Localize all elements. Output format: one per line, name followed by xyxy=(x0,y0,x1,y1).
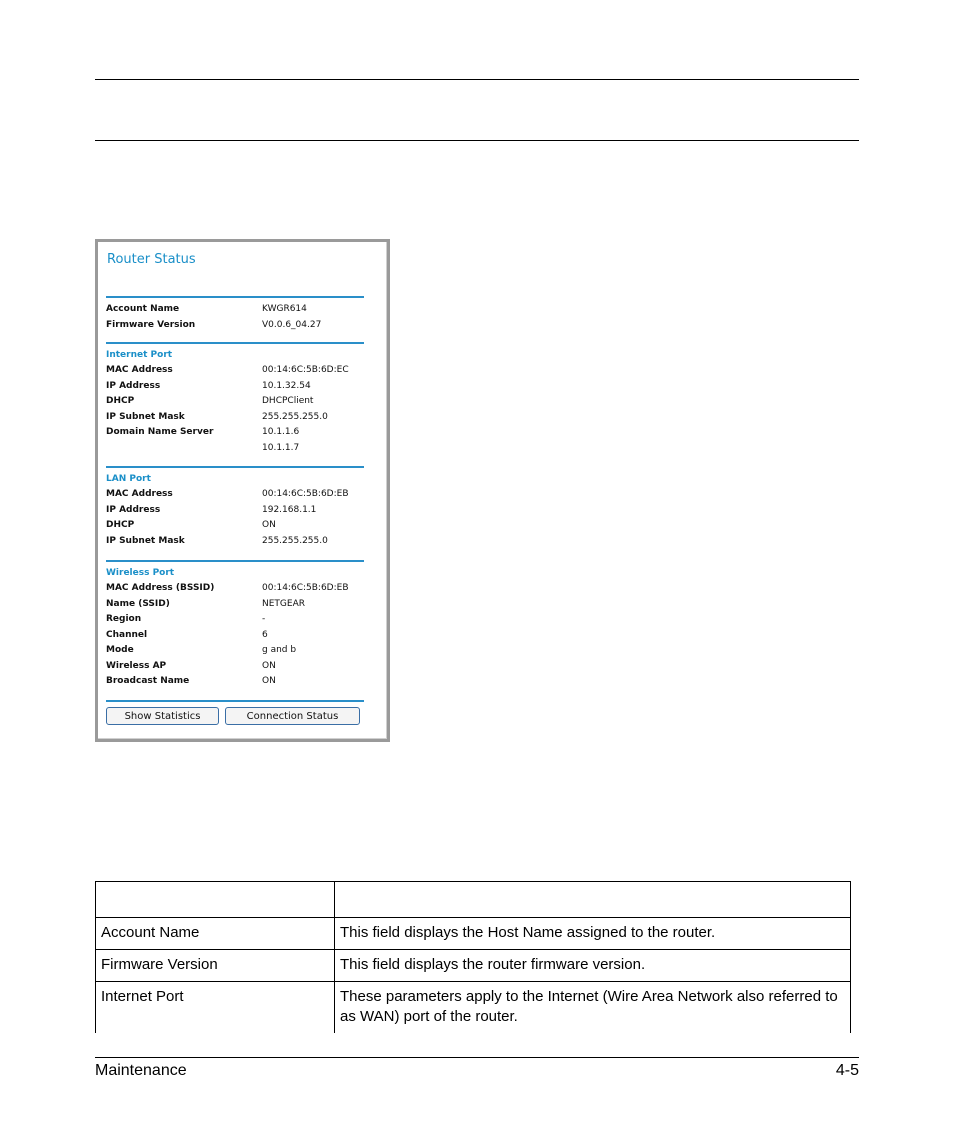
row-value: ON xyxy=(262,660,276,671)
row-label: IP Subnet Mask xyxy=(106,535,185,546)
row-label xyxy=(106,441,262,457)
row-label: Account Name xyxy=(106,304,180,314)
row-label: MAC Address (BSSID) xyxy=(106,583,215,593)
row-label: MAC Address xyxy=(106,489,173,499)
row-label: Broadcast Name xyxy=(106,676,190,686)
row-label: DHCP xyxy=(106,396,135,406)
internet-port-section xyxy=(106,342,364,456)
info-row xyxy=(106,628,364,644)
section-divider xyxy=(106,466,364,468)
section-divider xyxy=(106,342,364,344)
row-value: - xyxy=(262,614,266,624)
info-row xyxy=(106,659,364,675)
row-value: 10.1.32.54 xyxy=(262,380,311,391)
info-row xyxy=(106,410,364,426)
row-label: Firmware Version xyxy=(106,319,196,330)
info-row xyxy=(106,674,364,690)
row-label: Name (SSID) xyxy=(106,598,170,609)
row-value: 10.1.1.6 xyxy=(262,427,300,437)
info-row xyxy=(106,394,364,410)
description-cell: These parameters apply to the Internet (Wire Area Network also referred to as WAN) port of the router. xyxy=(335,982,851,1034)
row-value: 255.255.255.0 xyxy=(262,411,328,422)
row-value: 6 xyxy=(262,629,268,640)
button-row xyxy=(106,707,364,725)
header-rule-bottom xyxy=(95,140,859,141)
row-value: V0.0.6_04.27 xyxy=(262,319,322,330)
info-row xyxy=(106,518,364,534)
field-cell: Internet Port xyxy=(96,982,335,1034)
row-value: DHCPClient xyxy=(262,396,314,406)
lan-port-heading: LAN Port xyxy=(106,474,151,484)
info-row xyxy=(106,318,364,334)
table-row xyxy=(96,918,851,950)
row-label: Region xyxy=(106,614,142,624)
row-label: Wireless AP xyxy=(106,660,167,671)
wireless-port-heading: Wireless Port xyxy=(106,568,175,578)
row-value: ON xyxy=(262,676,276,686)
row-label: IP Address xyxy=(106,380,161,391)
wireless-port-section xyxy=(106,560,364,690)
row-value: 00:14:6C:5B:6D:EB xyxy=(262,489,349,499)
table-row xyxy=(96,982,851,1034)
show-statistics-button[interactable]: Show Statistics xyxy=(106,707,219,725)
row-label: Domain Name Server xyxy=(106,427,214,437)
footer-rule xyxy=(95,1057,859,1058)
table-header-row xyxy=(96,882,851,918)
field-cell: Firmware Version xyxy=(96,950,335,982)
header-rule-top xyxy=(95,79,859,80)
row-value: 00:14:6C:5B:6D:EB xyxy=(262,583,349,593)
description-cell: This field displays the router firmware version. xyxy=(335,950,851,982)
row-value: 255.255.255.0 xyxy=(262,535,328,546)
info-row xyxy=(106,379,364,395)
row-label: Channel xyxy=(106,629,148,640)
row-value: NETGEAR xyxy=(262,598,305,609)
row-label: MAC Address xyxy=(106,365,173,375)
field-cell: Account Name xyxy=(96,918,335,950)
lan-port-section xyxy=(106,466,364,549)
info-row xyxy=(106,441,364,457)
info-row xyxy=(106,643,364,659)
connection-status-button[interactable]: Connection Status xyxy=(225,707,360,725)
field-description-table xyxy=(95,881,851,1033)
panel-title: Router Status xyxy=(107,252,196,267)
info-row xyxy=(106,581,364,597)
row-value: KWGR614 xyxy=(262,304,307,314)
table-row xyxy=(96,950,851,982)
row-value: g and b xyxy=(262,645,297,655)
info-row xyxy=(106,487,364,503)
table-header-cell xyxy=(335,882,851,918)
row-label: IP Address xyxy=(106,504,161,515)
description-cell: This field displays the Host Name assigned to the router. xyxy=(335,918,851,950)
row-label: IP Subnet Mask xyxy=(106,411,185,422)
section-divider xyxy=(106,296,364,298)
section-divider xyxy=(106,560,364,562)
page-number: 4-5 xyxy=(835,1062,859,1079)
router-status-panel xyxy=(95,239,390,742)
row-value: 192.168.1.1 xyxy=(262,504,317,515)
section-divider xyxy=(106,700,364,702)
button-bar xyxy=(106,700,364,725)
footer-section: Maintenance xyxy=(95,1062,187,1079)
info-row xyxy=(106,503,364,519)
info-row xyxy=(106,612,364,628)
account-section xyxy=(106,296,364,333)
row-value: 00:14:6C:5B:6D:EC xyxy=(262,365,349,375)
info-row xyxy=(106,425,364,441)
info-row xyxy=(106,302,364,318)
info-row xyxy=(106,534,364,550)
internet-port-heading: Internet Port xyxy=(106,350,173,360)
row-value: ON xyxy=(262,520,276,530)
info-row xyxy=(106,597,364,613)
row-label: Mode xyxy=(106,645,134,655)
row-value: 10.1.1.7 xyxy=(262,442,300,453)
info-row xyxy=(106,363,364,379)
row-label: DHCP xyxy=(106,520,135,530)
table-header-cell xyxy=(96,882,335,918)
